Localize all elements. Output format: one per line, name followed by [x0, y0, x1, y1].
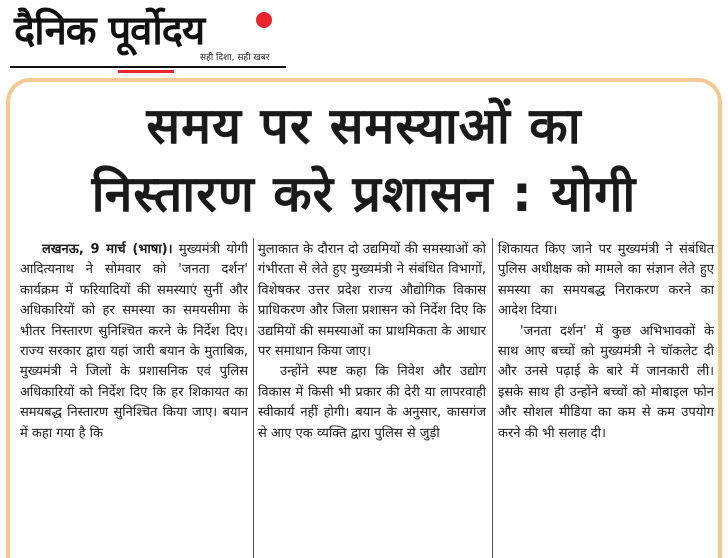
column-3-paragraph-1: शिकायत किए जाने पर मुख्यमंत्री ने संबंधित पुलिस अधीक्षक को मामले का संज्ञान लेते हुए समस्या का समयबद्ध निराकरण करने का आदेश दिया।	[498, 242, 714, 319]
headline-line-2: निस्तारण करे प्रशासन : योगी	[91, 165, 637, 223]
column-2-paragraph-2: उन्होंने स्पष्ट कहा कि निवेश और उद्योग विकास में किसी भी प्रकार की देरी या लापरवाही स्वीकार्य नहीं होगी। बयान के अनुसार, कासगंज से आए एक व्यक्ति द्वारा पुलिस से जुड़ी	[258, 364, 486, 441]
column-3-paragraph-2: 'जनता दर्शन' में कुछ अभिभावकों के साथ आए बच्चों को मुख्यमंत्री ने चॉकलेट दी और उनसे पढ़ाई के बारे में जानकारी ली। इसके साथ ही उन्होंने बच्चों को मोबाइल फोन और सोशल मीडिया का कम से कम उपयोग करने की भी सलाह दी।	[498, 323, 714, 441]
column-divider	[492, 238, 493, 558]
logo-accent-dot	[256, 12, 272, 28]
logo-underline	[10, 66, 286, 68]
article-column-2	[258, 240, 486, 558]
column-2-paragraph-1: मुलाकात के दौरान दो उद्यमियों की समस्याओं को गंभीरता से लेते हुए मुख्यमंत्री ने संबंधित विभागों, विशेषकर उत्तर प्रदेश राज्य औद्योगिक विकास प्राधिकरण और जिला प्रशासन को निर्देश दिए कि उद्यमियों की समस्याओं का प्राथमिकता के आधार पर समाधान किया जाए।	[258, 242, 486, 360]
logo-red-bar	[118, 70, 174, 73]
column-1-text: मुख्यमंत्री योगी आदित्यनाथ ने सोमवार को 'जनता दर्शन' कार्यक्रम में फरियादियों की समस्याएं सुनीं और अधिकारियों को हर समस्या का समयसीमा के भीतर निस्तारण सुनिश्चित करने के निर्देश दिए। राज्य सरकार द्वारा यहां जारी बयान के मुताबिक, मुख्यमंत्री ने जिलों के प्रशासनिक एवं पुलिस अधिकारियों को निर्देश दिए कि हर शिकायत का समयबद्ध निस्तारण सुनिश्चित किया जाए। बयान में कहा गया है कि	[20, 242, 248, 441]
masthead	[0, 0, 728, 76]
article-column-3	[498, 240, 714, 558]
dateline: लखनऊ, 9 मार्च (भाषा)।	[42, 242, 173, 257]
article-card	[6, 78, 722, 558]
logo-tagline: सही दिशा, सही खबर	[200, 53, 270, 63]
newspaper-logo: दैनिक पूर्वोदय	[14, 8, 205, 54]
article-column-1	[20, 240, 248, 558]
headline-line-1: समय पर समस्याओं का	[146, 97, 582, 155]
column-divider	[253, 238, 254, 558]
